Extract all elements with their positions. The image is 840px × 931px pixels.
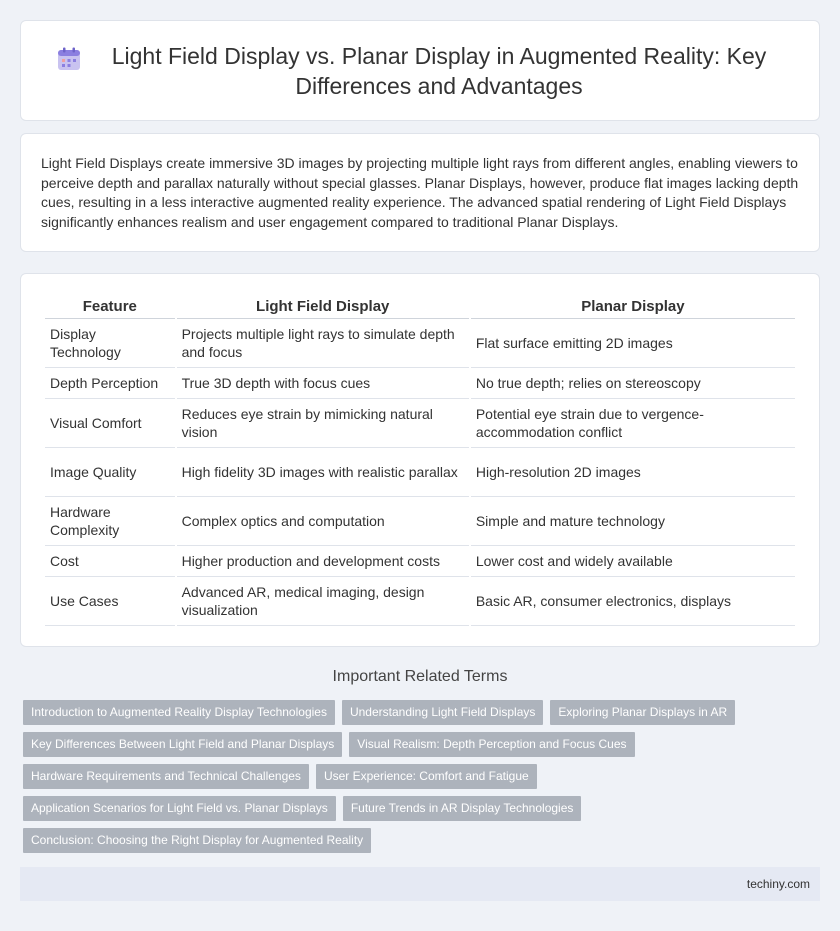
table-cell: Advanced AR, medical imaging, design visualization bbox=[177, 577, 469, 626]
page-title: Light Field Display vs. Planar Display in Augmented Reality: Key Differences and Advantages bbox=[111, 42, 767, 99]
comparison-table-card bbox=[20, 273, 820, 647]
table-row bbox=[45, 497, 795, 546]
table-row bbox=[45, 399, 795, 448]
table-row bbox=[45, 546, 795, 577]
related-term-tag[interactable]: Application Scenarios for Light Field vs. Planar Displays bbox=[23, 796, 336, 821]
related-term-tag[interactable]: Hardware Requirements and Technical Challenges bbox=[23, 764, 309, 789]
header-light-field: Light Field Display bbox=[177, 294, 469, 319]
related-term-tag[interactable]: Key Differences Between Light Field and Planar Displays bbox=[23, 732, 342, 757]
related-term-tag[interactable]: Conclusion: Choosing the Right Display for Augmented Reality bbox=[23, 828, 371, 853]
related-terms-heading: Important Related Terms bbox=[332, 668, 508, 685]
table-row bbox=[45, 368, 795, 399]
table-row bbox=[45, 319, 795, 368]
related-terms-list bbox=[23, 700, 813, 860]
comparison-table bbox=[43, 294, 797, 626]
table-row bbox=[45, 448, 795, 497]
table-cell: Higher production and development costs bbox=[177, 546, 469, 577]
table-cell: Projects multiple light rays to simulate depth and focus bbox=[177, 319, 469, 368]
table-cell: High fidelity 3D images with realistic parallax bbox=[177, 448, 469, 497]
related-term-tag[interactable]: Visual Realism: Depth Perception and Focus Cues bbox=[349, 732, 634, 757]
table-cell: Visual Comfort bbox=[45, 399, 175, 448]
related-term-tag[interactable]: Introduction to Augmented Reality Display Technologies bbox=[23, 700, 335, 725]
table-cell: No true depth; relies on stereoscopy bbox=[471, 368, 795, 399]
header-card bbox=[20, 20, 820, 121]
table-cell: Flat surface emitting 2D images bbox=[471, 319, 795, 368]
table-cell: Display Technology bbox=[45, 319, 175, 368]
intro-paragraph: Light Field Displays create immersive 3D images by projecting multiple light rays from different angles, enabling viewers to perceive depth and parallax naturally without special glasses. Planar Displays, however, produce flat images lacking depth cues, resulting in a less interactive augmented reality experience. The advanced spatial rendering of Light Field Displays significantly enhances realism and user engagement compared to traditional Planar Displays. bbox=[41, 155, 799, 230]
table-row bbox=[45, 577, 795, 626]
table-cell: Image Quality bbox=[45, 448, 175, 497]
footer-site-link[interactable]: techiny.com bbox=[746, 877, 810, 891]
table-cell: Basic AR, consumer electronics, displays bbox=[471, 577, 795, 626]
table-cell: Hardware Complexity bbox=[45, 497, 175, 546]
calendar-icon bbox=[56, 46, 82, 77]
related-term-tag[interactable]: Exploring Planar Displays in AR bbox=[550, 700, 735, 725]
table-cell: Simple and mature technology bbox=[471, 497, 795, 546]
related-term-tag[interactable]: Future Trends in AR Display Technologies bbox=[343, 796, 582, 821]
header-planar: Planar Display bbox=[471, 294, 795, 319]
table-cell: High-resolution 2D images bbox=[471, 448, 795, 497]
table-cell: True 3D depth with focus cues bbox=[177, 368, 469, 399]
intro-card bbox=[20, 133, 820, 252]
table-cell: Lower cost and widely available bbox=[471, 546, 795, 577]
header-feature: Feature bbox=[45, 294, 175, 319]
related-term-tag[interactable]: User Experience: Comfort and Fatigue bbox=[316, 764, 537, 789]
table-cell: Cost bbox=[45, 546, 175, 577]
table-cell: Depth Perception bbox=[45, 368, 175, 399]
table-cell: Reduces eye strain by mimicking natural vision bbox=[177, 399, 469, 448]
table-cell: Use Cases bbox=[45, 577, 175, 626]
footer bbox=[20, 867, 820, 901]
table-cell: Potential eye strain due to vergence-accommodation conflict bbox=[471, 399, 795, 448]
table-header-row bbox=[45, 294, 795, 319]
table-cell: Complex optics and computation bbox=[177, 497, 469, 546]
related-term-tag[interactable]: Understanding Light Field Displays bbox=[342, 700, 543, 725]
